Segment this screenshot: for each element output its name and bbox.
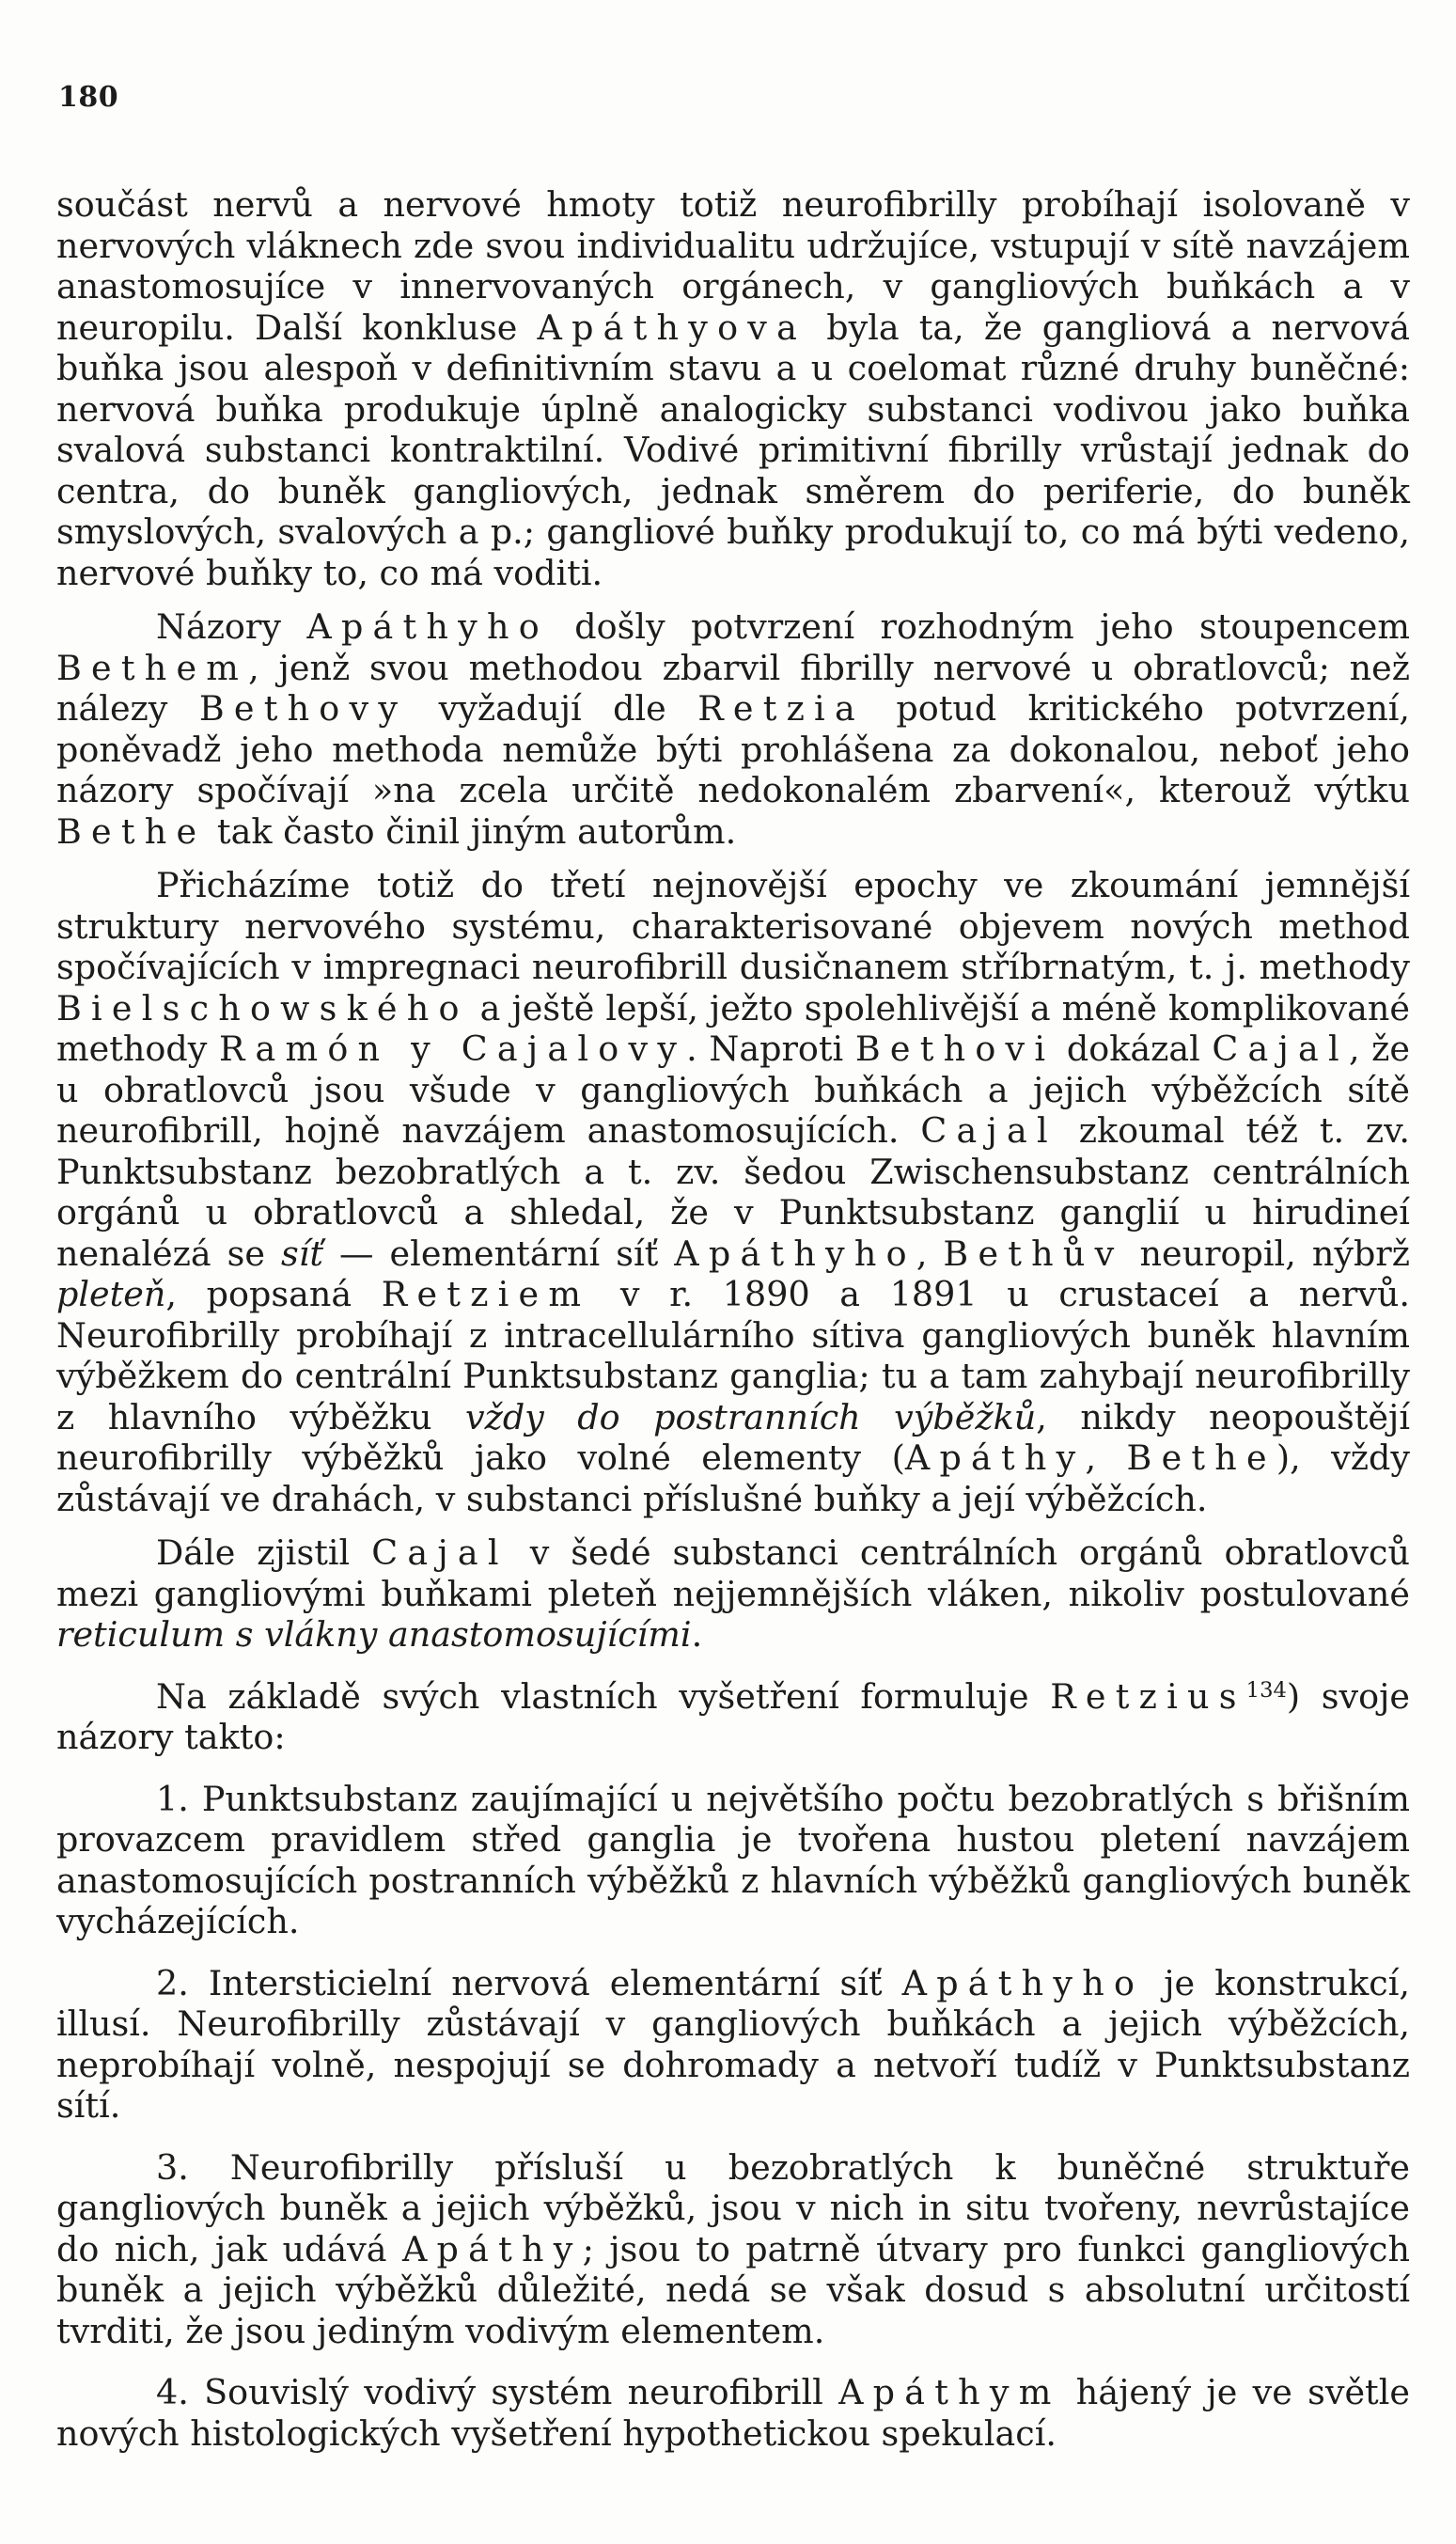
author-name: Apáthyho	[306, 606, 549, 647]
author-name: Bielschowského	[56, 987, 469, 1029]
text-run: , že u obratlovců jsou všude v gangliových buňkách a jejich výběžcích sítě neurofibrill, hojně navzájem anastomosujících.	[56, 1029, 1410, 1151]
author-name: Bethovi	[854, 1029, 1056, 1069]
text-run: ,	[916, 1233, 944, 1274]
text-run: ; jsou to patrně útvary pro funkci gangliových buněk a jejich výběžků důležité, nedá se však dosud s absolutní určitostí tvrditi, že jsou jediným vodivým elementem.	[56, 2228, 1411, 2351]
author-name: Cajal	[1212, 1029, 1349, 1069]
author-name: Cajal	[920, 1110, 1057, 1151]
author-name: Ramón y Cajalovy	[218, 1029, 687, 1069]
author-name: Apáthyova	[537, 306, 807, 348]
text-run: Na základě svých vlastních vyšetření formuluje	[156, 1675, 1051, 1717]
paragraph-2	[56, 606, 1410, 852]
list-item-4	[56, 2372, 1410, 2454]
text-run: došly potvrzení rozhodným jeho stoupencem	[548, 606, 1410, 647]
italic-term: pleteň	[56, 1274, 166, 1314]
list-item-3	[56, 2147, 1410, 2352]
text-run: vyžadují dle	[407, 688, 698, 729]
paragraph-1	[56, 184, 1410, 593]
list-item-2	[56, 1963, 1410, 2127]
author-name: Apáthyho	[674, 1233, 916, 1274]
text-run: tak často činil jiným autorům.	[206, 810, 737, 852]
text-run: 1. Punktsubstanz zaujímající u největšího počtu bezobratlých s břišním provazcem pravidlem střed ganglia je tvořena hustou pletení navzájem anastomosujících postranních výběžků z hlavních výběžků gangliových buněk vycházejících.	[56, 1778, 1410, 1941]
text-run: , popsaná	[165, 1274, 382, 1314]
text-run: — elementární síť	[323, 1233, 675, 1274]
text-run: zkoumal též t. zv. Punktsubstanz bezobratlých a t. zv. šedou Zwischensubstanz centrálních orgánů u obratlovců a shledal, že v Punktsubstanz ganglií u hirudineí nenalézá se	[56, 1110, 1410, 1274]
body-text	[56, 184, 1410, 2474]
author-name: Apáthy	[904, 1437, 1086, 1478]
text-run: 3. Neurofibrilly přísluší u bezobratlých k buněčné struktuře gangliových buněk a jejich výběžků, jsou v nich in situ tvořeny, nevrůstajíce do nich, jak udává	[56, 2146, 1410, 2269]
author-name: Apáthy	[401, 2228, 583, 2269]
text-run: ), vždy zůstávají ve drahách, v substanci příslušné buňky a její výběžcích.	[56, 1437, 1410, 1519]
italic-term: síť	[280, 1233, 324, 1274]
author-name: Apáthyho	[901, 1962, 1145, 2003]
text-run: hájený je ve světle nových histologických vyšetření hypothetickou spekulací.	[56, 2372, 1410, 2454]
italic-term: reticulum s vlákny anastomosujícími	[56, 1614, 692, 1655]
text-run: a ještě lepší, ježto spolehlivější a méně komplikované methody	[56, 987, 1410, 1069]
list-item-1	[56, 1779, 1410, 1942]
author-name: Cajal	[371, 1532, 509, 1573]
paragraph-5	[56, 1676, 1410, 1758]
text-run: 4. Souvislý vodivý systém neurofibrill	[156, 2372, 839, 2412]
author-name: Bethe	[1126, 1437, 1276, 1478]
text-run: v šedé substanci centrálních orgánů obratlovců mezi gangliovými buňkami pleteň nejjemnějších vláken, nikoliv postulované	[56, 1532, 1410, 1614]
text-run: součást nervů a nervové hmoty totiž neurofibrilly probíhají isolovaně v nervových vláknech zde svou individualitu udržujíce, vstupují v sítě navzájem anastomosujíce v innervovaných orgánech, v gangliových buňkách a v neuropilu. Další konkluse	[56, 184, 1410, 348]
paragraph-3	[56, 865, 1410, 1519]
author-name: Retzius	[1050, 1675, 1246, 1717]
text-run: . Naproti	[686, 1029, 855, 1069]
text-run: byla ta, že gangliová a nervová buňka jsou alespoň v definitivním stavu a u coelomat různé druhy buněčné: nervová buňka produkuje úplně analogicky substanci vodivou jako buňka svalová substanci kontraktilní. Vodivé primitivní fibrilly vrůstají jednak do centra, do buněk gangliových, jednak směrem do periferie, do buněk smyslových, svalových a p.; gangliové buňky produkují to, co má býti vedeno, nervové buňky to, co má voditi.	[56, 306, 1410, 593]
author-name: Bethovy	[198, 688, 408, 729]
text-run: je konstrukcí, illusí. Neurofibrilly zůstávají v gangliových buňkách a jejich výběžcích, neprobíhají volně, nespojují se dohromady a netvoří tudíž v Punktsubstanz sítí.	[56, 1962, 1410, 2126]
text-run: ) svoje názory takto:	[56, 1675, 1410, 1757]
text-run: , nikdy neopouštějí neurofibrilly výběžků jako volné elementy (	[56, 1396, 1410, 1478]
page-number: 180	[58, 81, 119, 114]
text-run: ,	[1085, 1437, 1127, 1478]
text-run: Přicházíme totiž do třetí nejnovější epochy ve zkoumání jemnější struktury nervového systému, charakterisované objevem nových method spočívajících v impregnaci neurofibrill dusičnanem stříbrnatým, t. j. methody	[56, 865, 1410, 987]
italic-term: vždy do postranních výběžků	[464, 1396, 1037, 1437]
text-run: Dále zjistil	[156, 1532, 372, 1573]
text-run: v r. 1890 a 1891 u crustaceí a nervů. Neurofibrilly probíhají z intracellulárního sítiva gangliových buněk hlavním výběžkem do centrální Punktsubstanz ganglia; tu a tam zahybají neurofibrilly z hlavního výběžku	[56, 1274, 1410, 1437]
author-name: Apáthym	[838, 2372, 1061, 2412]
footnote-reference: 134	[1245, 1677, 1287, 1703]
text-run: , jenž svou methodou zbarvil fibrilly nervové u obratlovců; než nálezy	[56, 647, 1410, 729]
text-run: Názory	[156, 606, 307, 647]
text-run: neuropil, nýbrž	[1123, 1233, 1410, 1274]
author-name: Bethe	[56, 810, 207, 852]
author-name: Bethův	[943, 1233, 1124, 1274]
author-name: Bethem	[56, 647, 249, 688]
text-run: 2. Intersticielní nervová elementární síť	[156, 1962, 902, 2003]
text-run: dokázal	[1055, 1029, 1213, 1069]
text-run: .	[691, 1614, 703, 1655]
author-name: Retzia	[697, 688, 865, 729]
author-name: Retziem	[381, 1274, 591, 1314]
text-run: potud kritického potvrzení, poněvadž jeho methoda nemůže býti prohlášena za dokonalou, neboť jeho názory spočívají »na zcela určitě nedokonalém zbarvení«, kterouž výtku	[56, 688, 1410, 810]
paragraph-4	[56, 1532, 1410, 1656]
